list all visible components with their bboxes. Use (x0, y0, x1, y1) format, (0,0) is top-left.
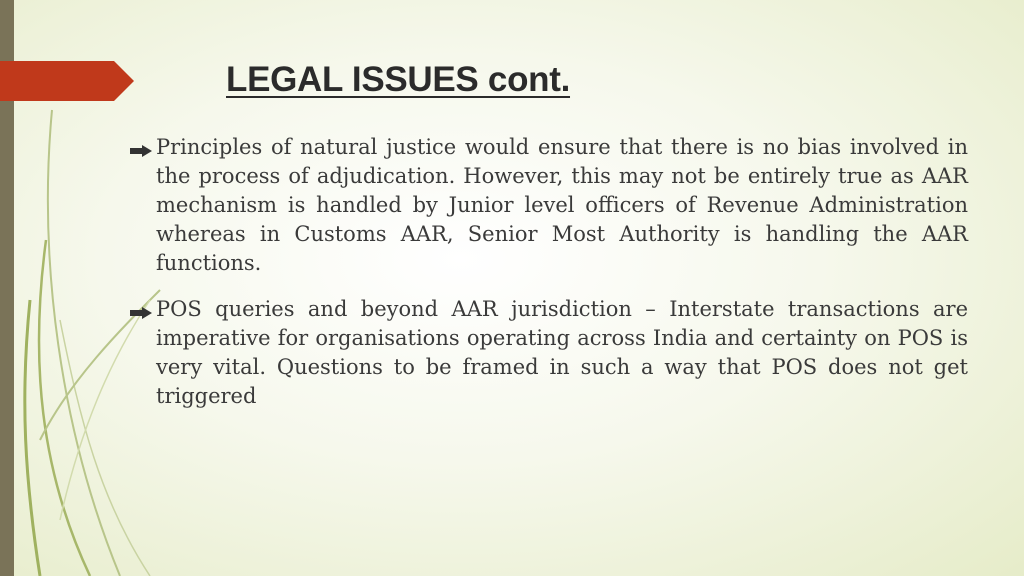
bullet-text: POS queries and beyond AAR jurisdiction – Interstate transactions are imperative for organisations operating across India and certainty on POS is very vital. Questions to be framed in such a way that POS does not get triggered (156, 297, 968, 408)
bullet-list (130, 133, 968, 428)
bullet-item-2 (130, 295, 968, 411)
arrow-bullet-icon (130, 133, 156, 161)
bullet-text: Principles of natural justice would ensure that there is no bias involved in the process of adjudication. However, this may not be entirely true as AAR mechanism is handled by Junior level officers of Revenue Administration whereas in Customs AAR, Senior Most Authority is handling the AAR functions. (156, 135, 968, 275)
arrow-bullet-icon (130, 295, 156, 323)
bullet-item-1 (130, 133, 968, 278)
title-arrow-shape (0, 61, 134, 101)
slide-title: LEGAL ISSUES cont. (226, 60, 571, 99)
